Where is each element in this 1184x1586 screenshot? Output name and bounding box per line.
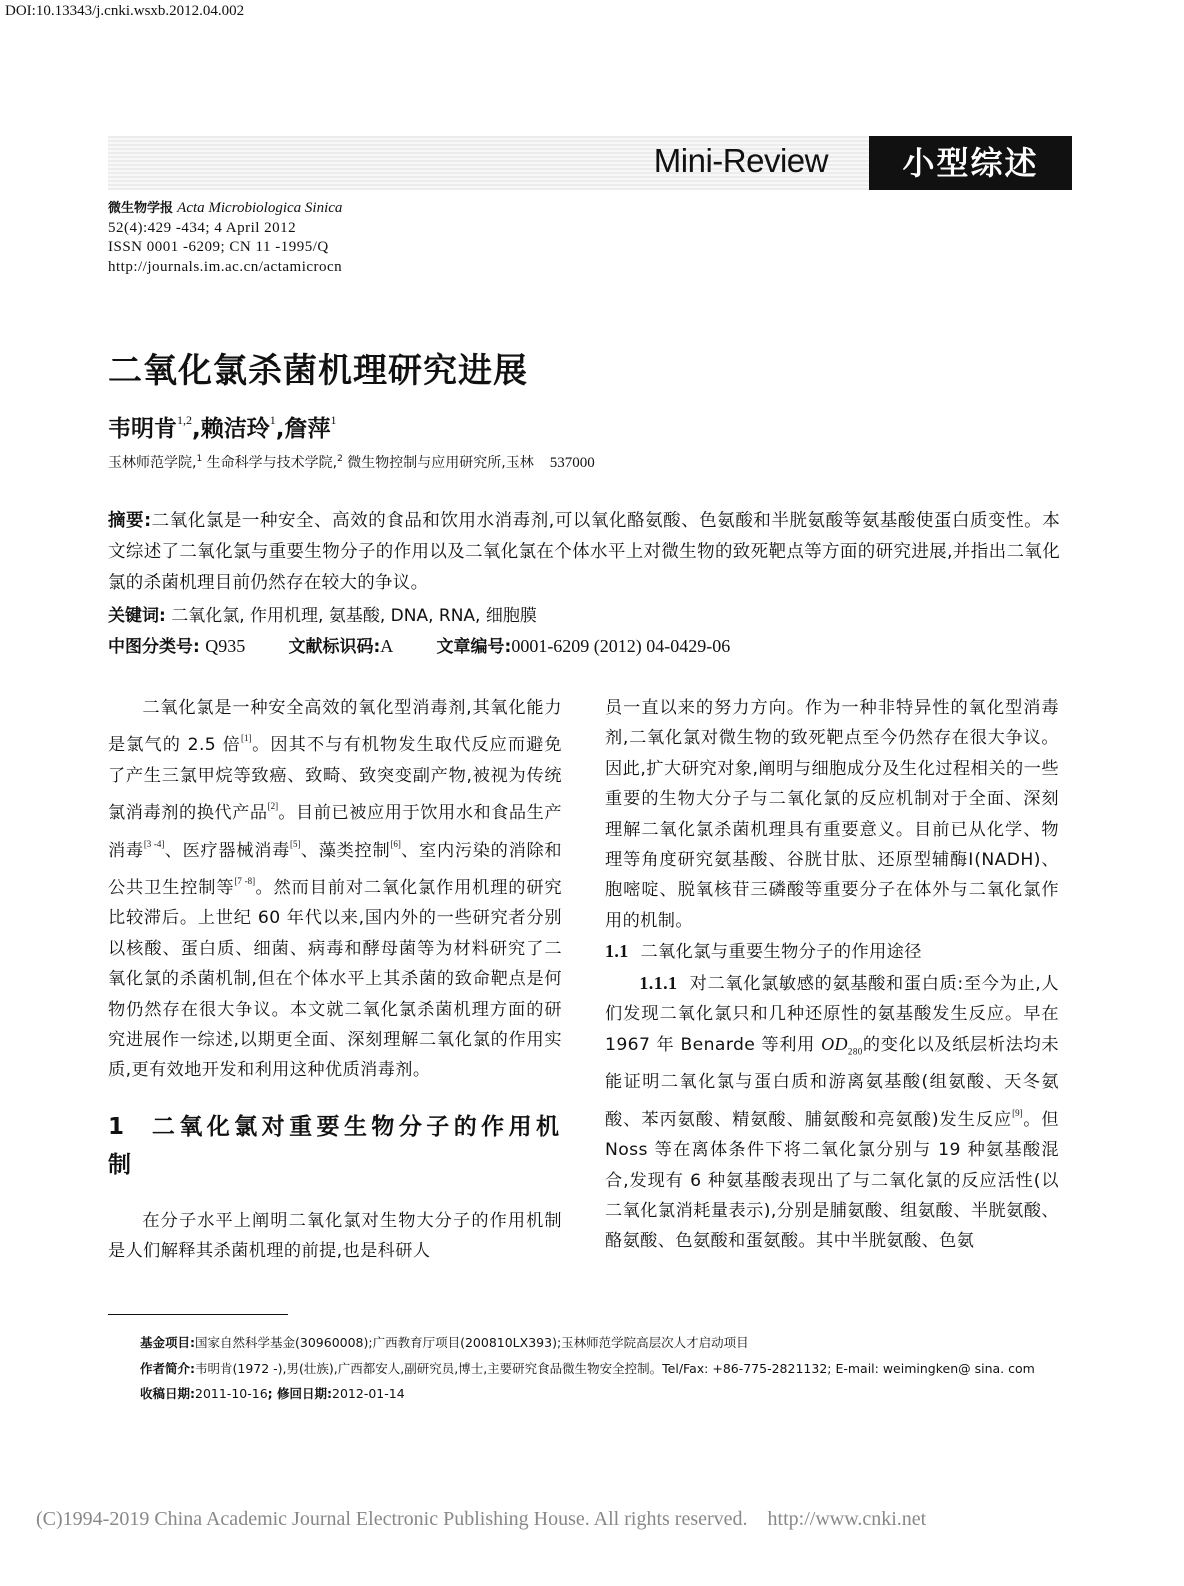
author-name: 韦明肯 [108,416,177,442]
body-column-left [108,693,562,1267]
section-title: 二氧化氯对重要生物分子的作用机制 [108,1113,563,1178]
od-subscript: 280 [847,1046,863,1057]
doi-line: DOI:10.13343/j.cnki.wsxb.2012.04.002 [5,3,245,19]
journal-issn: ISSN 0001 -6209; CN 11 -1995/Q [108,239,329,255]
banner-label-en: Mini-Review [653,142,828,179]
author-list [108,410,337,443]
abstract-text: 二氧化氯是一种安全、高效的食品和饮用水消毒剂,可以氧化酪氨酸、色氨酸和半胱氨酸等氨基酸使蛋白质变性。本文综述了二氧化氯与重要生物分子的作用以及二氧化氯在个体水平上对微生物的致死靶点等方面的研究进展,并指出二氧化氯的杀菌机理目前仍然存在较大的争议。 [108,511,1060,593]
classification-line [108,632,730,657]
banner-label-cn: 小型综述 [869,136,1072,190]
citation[interactable]: [2] [267,801,279,812]
affil-inst-3: 微生物控制与应用研究所,玉林 [342,455,534,471]
citation[interactable]: [1] [240,733,252,744]
keywords [108,601,537,626]
abstract-label: 摘要: [108,511,152,531]
journal-issue: 52(4):429 -434; 4 April 2012 [108,219,297,236]
author-affil-mark: 1 [269,413,276,427]
body-paragraph: 在分子水平上阐明二氧化氯对生物大分子的作用机制是人们解释其杀菌机理的前提,也是科研人 [108,1210,562,1262]
text-run: 。目前已被应用于饮用水和食品生产消毒 [108,803,562,861]
author-sep: , [192,416,201,442]
body-paragraph [108,693,562,1086]
received-date: 2011-10-16 [195,1386,268,1401]
citation[interactable]: [9] [1012,1107,1023,1118]
journal-name-en: Acta Microbiologica Sinica [177,200,343,216]
doc-code-value: A [380,636,394,656]
text-run: 、室内污染的消除和公共卫生控制等 [108,840,562,899]
revised-date: 2012-01-14 [332,1386,405,1401]
subsubsection-title: 对二氧化氯敏感的氨基酸和蛋白质: [689,973,964,994]
affil-zip: 537000 [549,455,595,471]
subsection-title: 二氧化氯与重要生物分子的作用途径 [640,942,922,963]
article-no-value: 0001-6209 (2012) 04-0429-06 [511,636,731,656]
article-no-label: 文章编号: [436,637,512,657]
affil-mark-2: 2 [337,454,343,464]
text-run: 。然而目前对二氧化氯作用机理的研究比较滞后。上世纪 60 年代以来,国内外的一些研究者分别以核酸、蛋白质、细菌、病毒和酵母菌等为材料研究了二氧化氯的杀菌机制,但在个体水平上其杀菌的致命靶点是何物仍然存在很大争议。本文就二氧化氯杀菌机理方面的研究进展作一综述,以期更全面、深刻理解二氧化氯的作用实质,更有效地开发和利用这种优质消毒剂。 [108,878,562,1081]
body-paragraph [605,968,1059,1257]
subsection-number: 1.1 [605,941,629,962]
citation[interactable]: [6] [390,838,401,849]
body-column-right [605,693,1059,1257]
affil-inst-1: 玉林师范学院, [108,455,197,471]
subsubsection-number: 1.1.1 [639,972,678,993]
author-sep: , [275,416,285,442]
section-number: 1 [108,1113,128,1140]
author-name: 詹萍 [284,416,331,442]
journal-info [108,199,342,277]
doc-code-label: 文献标识码: [288,637,381,657]
citation[interactable]: [5] [290,838,301,849]
section-heading-1 [108,1108,562,1184]
subsection-heading [605,936,1059,967]
affiliation [108,452,595,472]
section-banner [108,136,1072,190]
paper-title: 二氧化氯杀菌机理研究进展 [108,351,528,391]
text-run: 的变化以及纸层析法均未能证明二氧化氯与蛋白质和游离氨基酸(组氨酸、天冬氨酸、苯丙氨酸、精氨酸、脯氨酸和亮氨酸)发生反应 [605,1035,1059,1130]
affil-mark-1: 1 [196,454,203,464]
text-run: 二氧化氯是一种安全高效的氧化型消毒剂,其氧化能力是氯气的 2.5 倍 [108,698,562,756]
text-run: 、藻类控制 [300,840,391,861]
keywords-text: 二氧化氯, 作用机理, 氨基酸, DNA, RNA, 细胞膜 [171,606,537,626]
text-run: 、医疗器械消毒 [164,840,291,861]
citation[interactable]: [3 -4] [143,838,165,849]
author-name: 赖洁玲 [200,416,270,442]
clc-value: Q935 [205,636,246,656]
journal-url[interactable]: http://journals.im.ac.cn/actamicrocn [108,258,343,275]
abstract [108,506,1060,599]
copyright-footer: (C)1994-2019 China Academic Journal Electronic Publishing House. All rights reserved. http://www.cnki.net [36,1508,927,1530]
text-run: 。因其不与有机物发生取代反应而避免了产生三氯甲烷等致癌、致畸、致突变副产物,被视为传统氯消毒剂的换代产品 [108,735,562,824]
keywords-label: 关键词: [108,606,166,626]
affil-inst-2: 生命科学与技术学院, [202,455,338,471]
author-affil-mark: 1,2 [177,413,192,427]
revised-label: ; 修回日期: [267,1386,333,1401]
citation[interactable]: [7 -8] [234,876,256,887]
clc-label: 中图分类号: [108,637,200,657]
author-bio-label: 作者简介: [140,1360,195,1376]
footnotes [140,1330,1065,1407]
author-affil-mark: 1 [330,413,337,427]
footnote-divider [108,1314,288,1315]
journal-name-cn: 微生物学报 [108,201,174,216]
fund-text: 国家自然科学基金(30960008);广西教育厅项目(200810LX393);玉林师范学院高层次人才启动项目 [195,1335,749,1350]
fund-label: 基金项目: [140,1335,195,1350]
received-label: 收稿日期: [140,1386,195,1401]
text-run: 。但 Noss 等在离体条件下将二氧化氯分别与 19 种氨基酸混合,发现有 6 种氨基酸表现出了与二氧化氯的反应活性(以二氧化氯消耗量表示),分别是脯氨酸、组氨酸、半胱氨酸、酪氨酸、色氨酸和蛋氨酸。其中半胱氨酸、色氨 [605,1109,1059,1252]
text-run: 至今为止,人们发现二氧化氯只和几种还原性的氨基酸发生反应。早在 1967 年 Benarde 等利用 [605,973,1059,1056]
body-paragraph: 员一直以来的努力方向。作为一种非特异性的氧化型消毒剂,二氧化氯对微生物的致死靶点至今仍然存在很大争议。因此,扩大研究对象,阐明与细胞成分及生化过程相关的一些重要的生物大分子与二氧化氯的反应机制对于全面、深刻理解二氧化氯杀菌机理具有重要意义。目前已从化学、物理等角度研究氨基酸、谷胱甘肽、还原型辅酶Ⅰ(NADH)、胞嘧啶、脱氧核苷三磷酸等重要分子在体外与二氧化氯作用的机制。 [605,698,1059,931]
od-symbol: OD [821,1034,848,1055]
author-bio-text: 韦明肯(1972 -),男(壮族),广西都安人,副研究员,博士,主要研究食品微生物安全控制。Tel/Fax: +86-775-2821132; E-mail: weimingken@ sina. com [195,1360,1035,1376]
